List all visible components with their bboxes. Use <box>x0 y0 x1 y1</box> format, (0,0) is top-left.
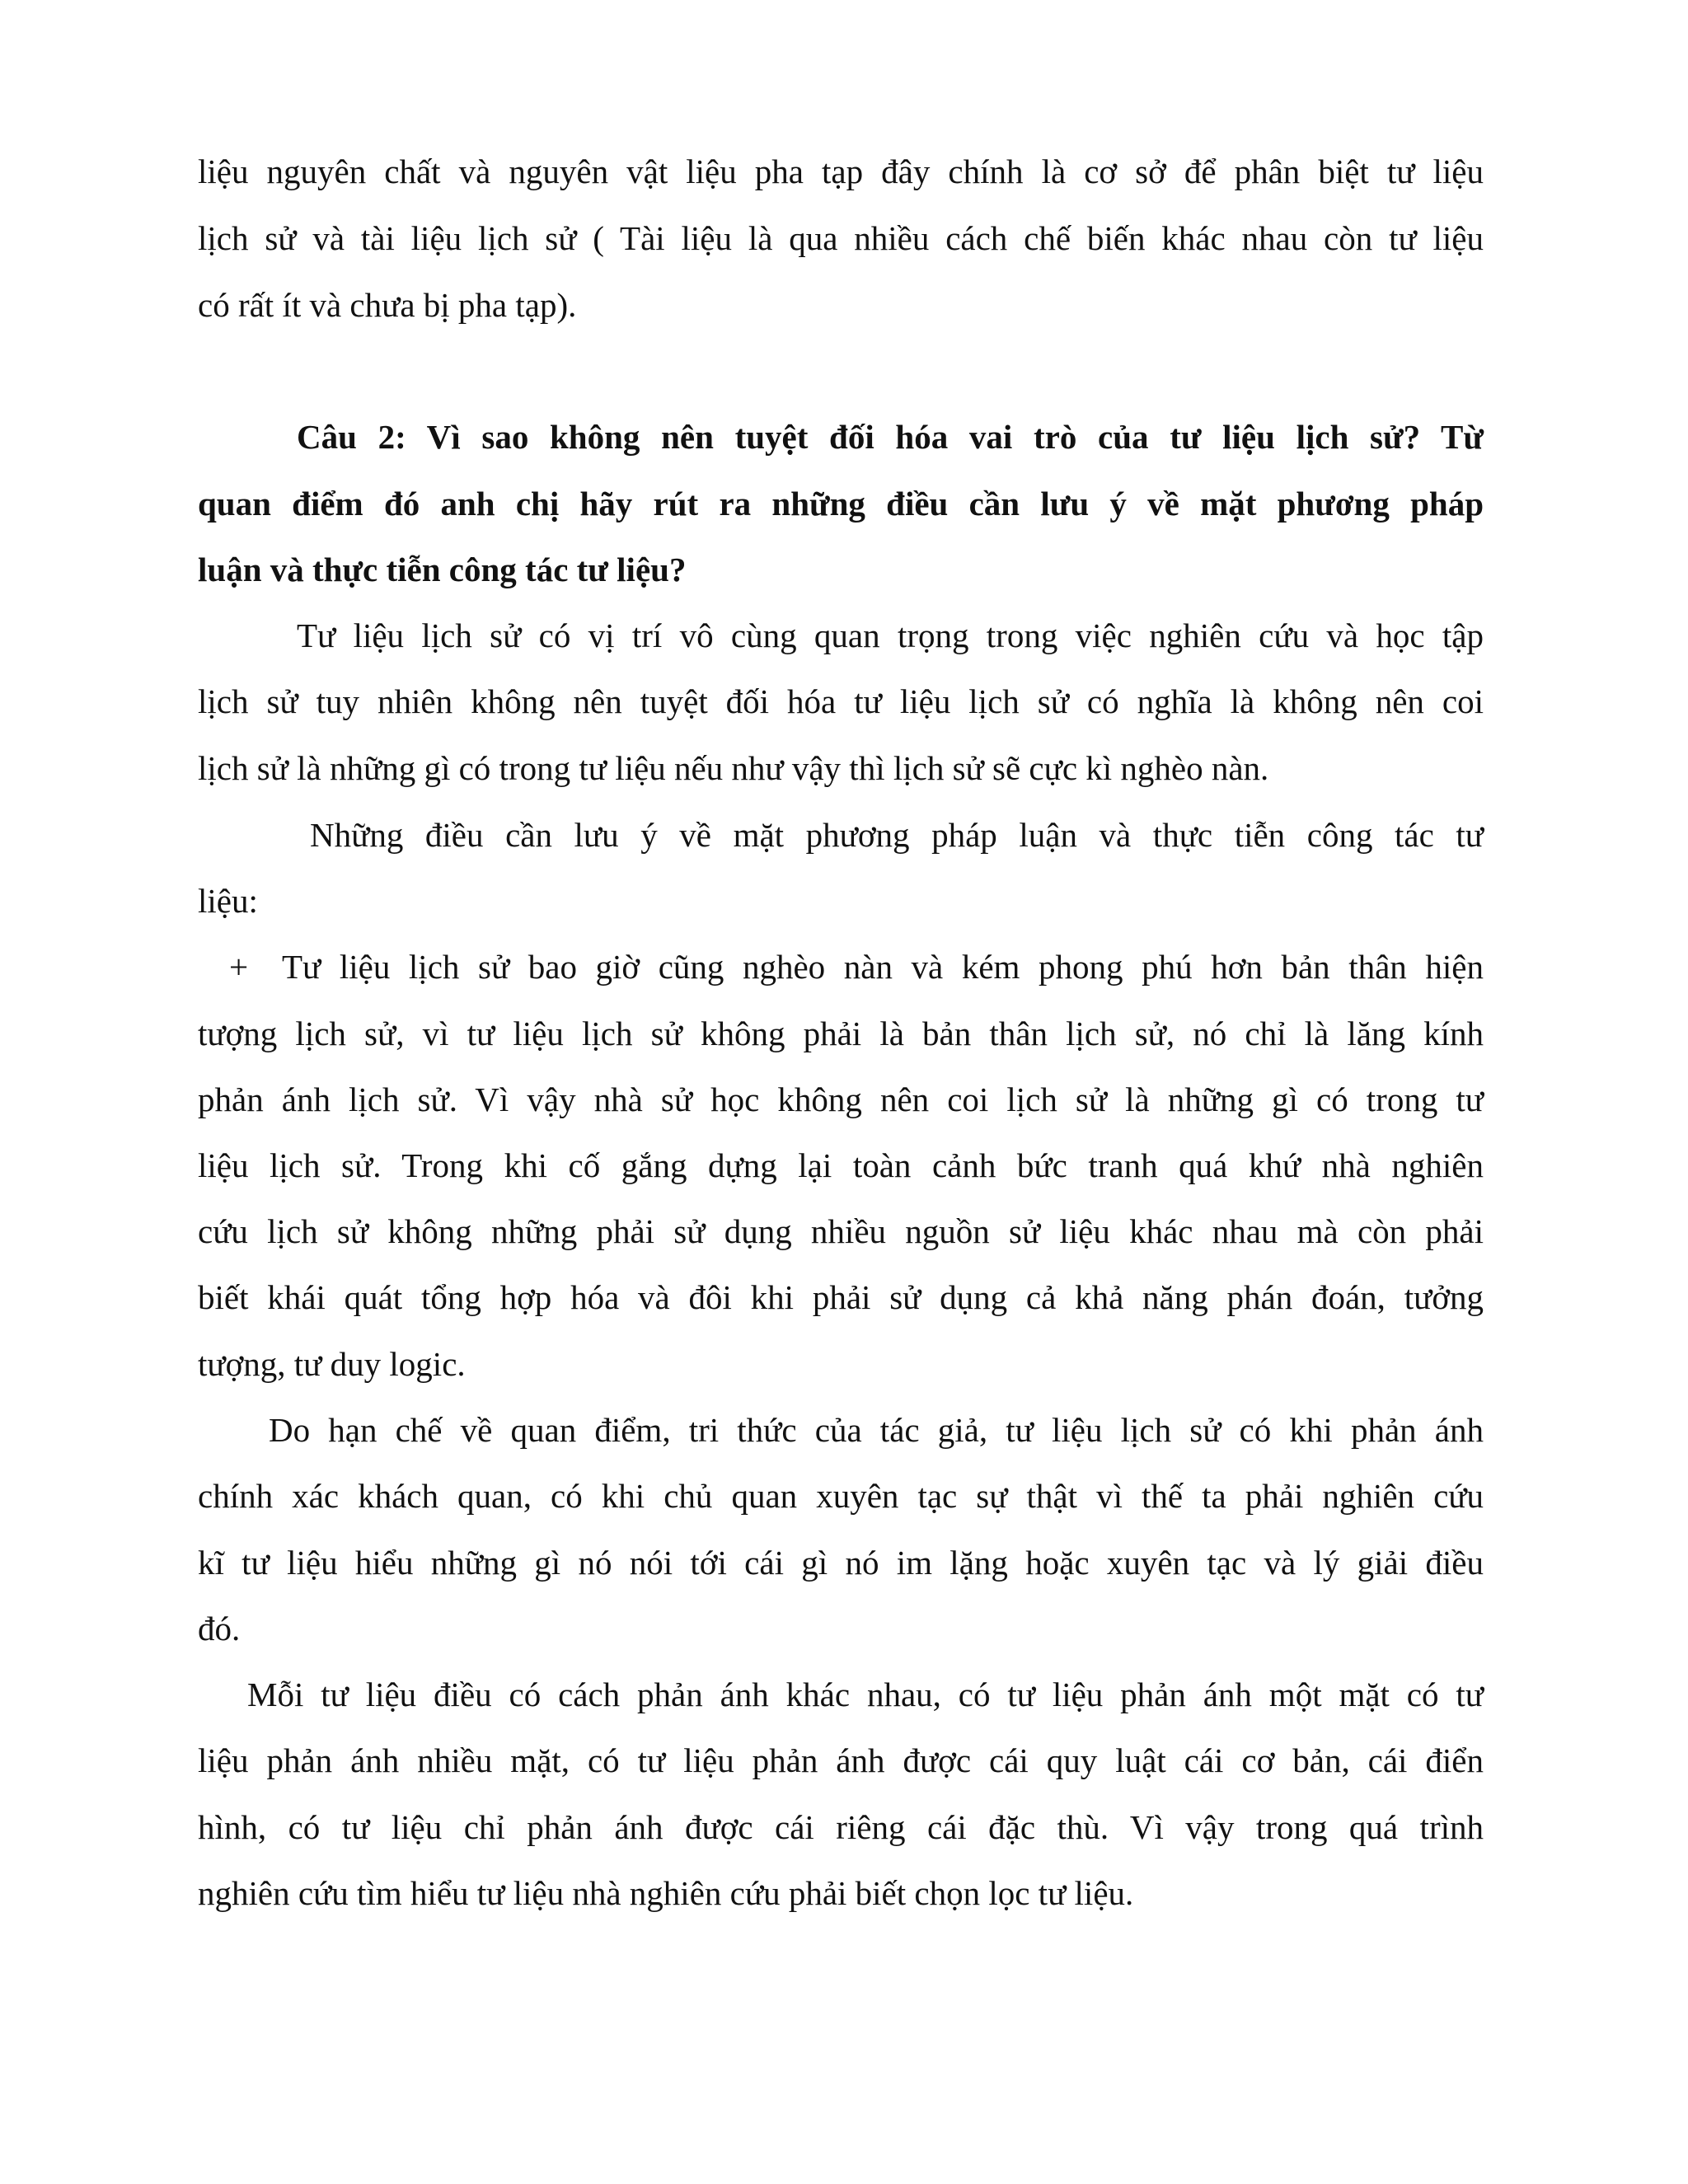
bullet-paragraph-line: biết khái quát tổng hợp hóa và đôi khi phải sử dụng cả khả năng phán đoán, tưởng <box>198 1278 1484 1316</box>
answer-paragraph-line: đó. <box>198 1610 241 1647</box>
answer-paragraph-line: kĩ tư liệu hiểu những gì nó nói tới cái gì nó im lặng hoặc xuyên tạc và lý giải điều <box>198 1544 1484 1582</box>
bullet-paragraph-line: liệu lịch sử. Trong khi cố gắng dựng lại toàn cảnh bức tranh quá khứ nhà nghiên <box>198 1146 1484 1184</box>
question-heading-line: Câu 2: Vì sao không nên tuyệt đối hóa vai trò của tư liệu lịch sử? Từ <box>297 418 1484 456</box>
intro-paragraph-line: có rất ít và chưa bị pha tạp). <box>198 286 577 324</box>
answer-paragraph-line: Tư liệu lịch sử có vị trí vô cùng quan trọng trong việc nghiên cứu và học tập <box>297 616 1484 654</box>
intro-paragraph-line: lịch sử và tài liệu lịch sử ( Tài liệu là qua nhiều cách chế biến khác nhau còn tư liệu <box>198 219 1484 257</box>
bullet-paragraph-line: tượng, tư duy logic. <box>198 1345 466 1383</box>
question-heading-line: luận và thực tiễn công tác tư liệu? <box>198 551 687 588</box>
bullet-paragraph-line: Tư liệu lịch sử bao giờ cũng nghèo nàn và kém phong phú hơn bản thân hiện <box>282 948 1484 986</box>
answer-paragraph-line: hình, có tư liệu chỉ phản ánh được cái riêng cái đặc thù. Vì vậy trong quá trình <box>198 1808 1484 1846</box>
answer-paragraph-line: nghiên cứu tìm hiểu tư liệu nhà nghiên cứu phải biết chọn lọc tư liệu. <box>198 1874 1134 1912</box>
bullet-paragraph-line: phản ánh lịch sử. Vì vậy nhà sử học không nên coi lịch sử là những gì có trong tư <box>198 1080 1484 1118</box>
bullet-plus-icon: + <box>229 948 249 986</box>
answer-paragraph-line: Do hạn chế về quan điểm, tri thức của tác giả, tư liệu lịch sử có khi phản ánh <box>269 1411 1484 1449</box>
answer-paragraph-line: lịch sử là những gì có trong tư liệu nếu như vậy thì lịch sử sẽ cực kì nghèo nàn. <box>198 749 1269 787</box>
answer-paragraph-line: lịch sử tuy nhiên không nên tuyệt đối hóa tư liệu lịch sử có nghĩa là không nên coi <box>198 682 1484 720</box>
answer-paragraph-line: chính xác khách quan, có khi chủ quan xuyên tạc sự thật vì thế ta phải nghiên cứu <box>198 1477 1484 1515</box>
intro-paragraph-line: liệu nguyên chất và nguyên vật liệu pha tạp đây chính là cơ sở để phân biệt tư liệu <box>198 152 1484 190</box>
answer-paragraph-line: Mỗi tư liệu điều có cách phản ánh khác nhau, có tư liệu phản ánh một mặt có tư <box>247 1675 1484 1713</box>
answer-paragraph-line: Những điều cần lưu ý về mặt phương pháp luận và thực tiễn công tác tư <box>310 816 1484 854</box>
answer-paragraph-line: liệu: <box>198 882 258 920</box>
question-heading-line: quan điểm đó anh chị hãy rút ra những điều cần lưu ý về mặt phương pháp <box>198 485 1484 523</box>
bullet-paragraph-line: cứu lịch sử không những phải sử dụng nhiều nguồn sử liệu khác nhau mà còn phải <box>198 1212 1484 1250</box>
bullet-paragraph-line: tượng lịch sử, vì tư liệu lịch sử không phải là bản thân lịch sử, nó chỉ là lăng kính <box>198 1015 1484 1052</box>
answer-paragraph-line: liệu phản ánh nhiều mặt, có tư liệu phản ánh được cái quy luật cái cơ bản, cái điển <box>198 1741 1484 1779</box>
